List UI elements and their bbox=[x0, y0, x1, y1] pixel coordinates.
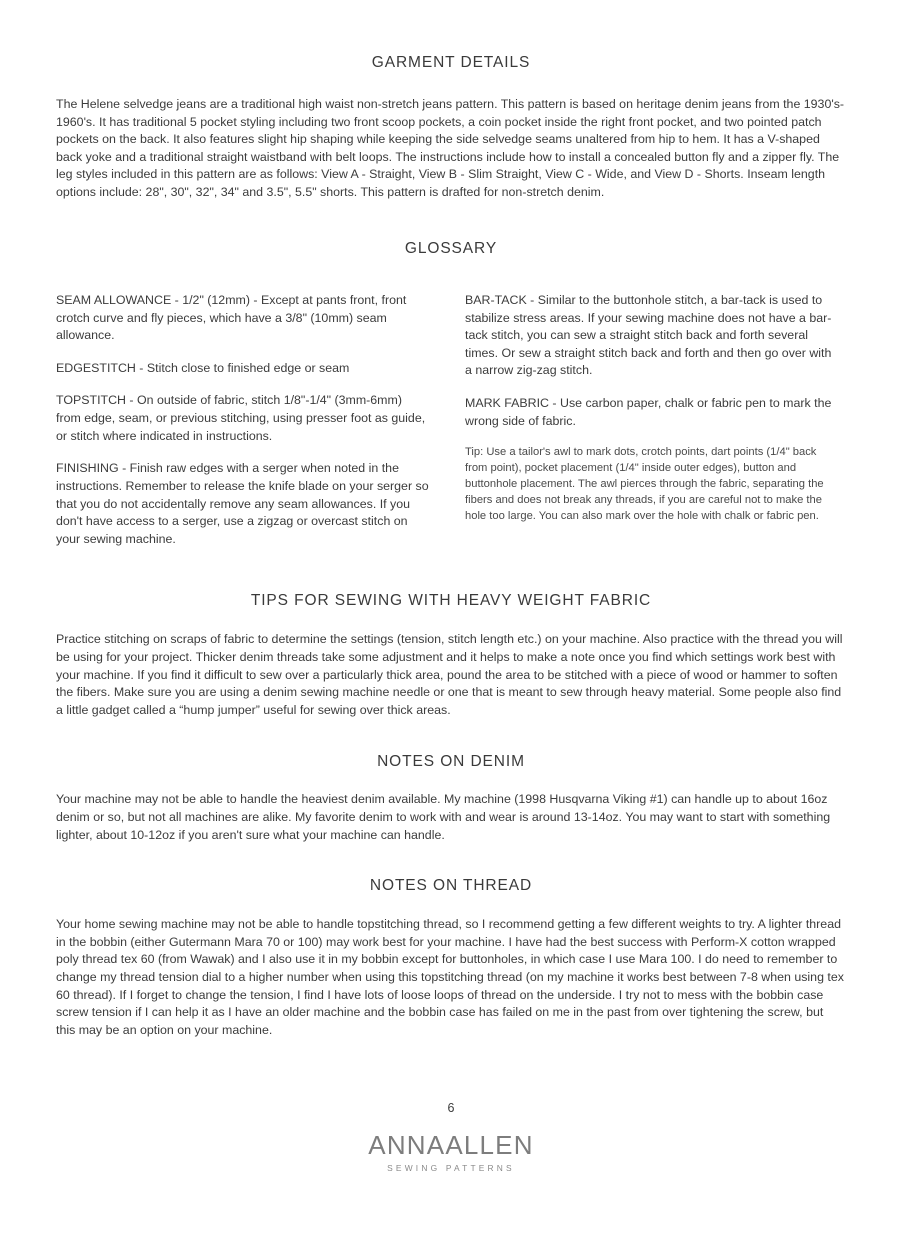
garment-details-paragraph: The Helene selvedge jeans are a traditional high waist non-stretch jeans pattern. This pattern is based on heritage denim jeans from the 1930's-1960's. It has traditional 5 pocket styling including two front scoop pockets, a coin pocket inside the right front pocket, and two pointed patch pockets on the back. It also features slight hip shaping while keeping the side selvedge seams unaltered from hip to hem. It has a V-shaped back yoke and a traditional straight waistband with belt loops. The instructions include how to install a concealed button fly and a zipper fly. The leg styles included in this pattern are as follows: View A - Straight, View B - Slim Straight, View C - Wide, and View D - Shorts. Inseam length options include: 28", 30", 32", 34" and 3.5", 5.5" shorts. This pattern is drafted for non-stretch denim. bbox=[56, 97, 845, 200]
section-title-glossary: GLOSSARY bbox=[404, 239, 498, 257]
glossary-entry-mark-fabric: MARK FABRIC - Use carbon paper, chalk or fabric pen to mark the wrong side of fabric. bbox=[465, 396, 832, 428]
section-title-notes-on-denim: NOTES ON DENIM bbox=[377, 753, 525, 771]
glossary-entry-topstitch: TOPSTITCH - On outside of fabric, stitch 1/8"-1/4" (3mm-6mm) from edge, seam, or previous stitching, using presser foot as guide, or stitch where indicated in instructions. bbox=[56, 393, 426, 443]
document-page bbox=[0, 54, 902, 1254]
glossary-entry-finishing: FINISHING - Finish raw edges with a serger when noted in the instructions. Remember to release the knife blade on your serger so that you do not accidentally remove any seam allowances. If you don't have access to a serger, use a zigzag or overcast stitch on your sewing machine. bbox=[56, 461, 429, 546]
section-title-garment-details: GARMENT DETAILS bbox=[371, 54, 531, 71]
glossary-column-right bbox=[465, 280, 839, 549]
brand-logo-tagline: SEWING PATTERNS bbox=[387, 1163, 515, 1173]
tips-heavy-fabric-paragraph: Practice stitching on scraps of fabric to determine the settings (tension, stitch length etc.) on your machine. Also practice with the thread you will be using for your project. Thicker denim threads take some adjustment and it helps to make a note once you find which settings work best with your machine. If you find it difficult to sew over a particularly thick area, pound the area to be stitched with a piece of wood or hammer to soften the fibers. Make sure you are using a denim sewing machine needle or one that is meant to sew through heavy material. Some people also find a little gadget called a “hump jumper” useful for sewing over thick areas. bbox=[56, 632, 843, 717]
section-title-tips-heavy-fabric: TIPS FOR SEWING WITH HEAVY WEIGHT FABRIC bbox=[250, 592, 652, 610]
notes-on-thread-paragraph: Your home sewing machine may not be able to handle topstitching thread, so I recommend getting a few different weights to try. A lighter thread in the bobbin (either Gutermann Mara 70 or 100) may work best for your machine. I have had the best success with Perform-X cotton wrapped poly thread tex 60 (from Wawak) and I also use it in my bobbin except for buttonholes, in which case I use Mara 100. I do need to remember to change my thread tension dial to a higher number when using this topstitching thread (on my machine it works best between 7-8 when using tex 60 thread). If I forget to change the tension, I find I have lots of loose loops of thread on the underside. I try not to mess with the bobbin case screw tension if I can help it as I have an older machine and the bobbin case has failed on me in the past from over tightening the screw, but this may be an option on your machine. bbox=[56, 917, 844, 1037]
glossary-entry-edgestitch: EDGESTITCH - Stitch close to finished edge or seam bbox=[56, 360, 350, 375]
glossary-entry-seam-allowance: SEAM ALLOWANCE - 1/2" (12mm) - Except at pants front, front crotch curve and fly pieces, which have a 3/8" (10mm) seam allowance. bbox=[56, 293, 407, 343]
glossary-column-left bbox=[56, 280, 430, 549]
glossary-entry-bar-tack: BAR-TACK - Similar to the buttonhole stitch, a bar-tack is used to stabilize stress areas. If your sewing machine does not have a bar-tack stitch, you can sew a straight stitch back and forth several times. Or sew a straight stitch back and forth and then go over with a narrow zig-zag stitch. bbox=[465, 293, 832, 378]
brand-logo bbox=[0, 1132, 902, 1173]
brand-logo-name: ANNAALLEN bbox=[368, 1130, 534, 1160]
glossary-tip: Tip: Use a tailor's awl to mark dots, crotch points, dart points (1/4" back from point), pocket placement (1/4" inside outer edges), button and buttonhole placement. The awl pierces through the fabric, separating the fibers and does not break any threads, if you are careful not to make the hole too large. You can also mark over the hole with chalk or fabric pen. bbox=[465, 446, 824, 522]
section-title-notes-on-thread: NOTES ON THREAD bbox=[369, 877, 533, 895]
notes-on-denim-paragraph: Your machine may not be able to handle the heaviest denim available. My machine (1998 Husqvarna Viking #1) can handle up to about 16oz denim or so, but not all machines are alike. My favorite denim to work with and wear is around 13-14oz. You may want to start with something lighter, about 10-12oz if you aren't sure what your machine can handle. bbox=[56, 792, 831, 842]
glossary-columns bbox=[56, 280, 846, 549]
page-number: 6 bbox=[447, 1101, 455, 1115]
